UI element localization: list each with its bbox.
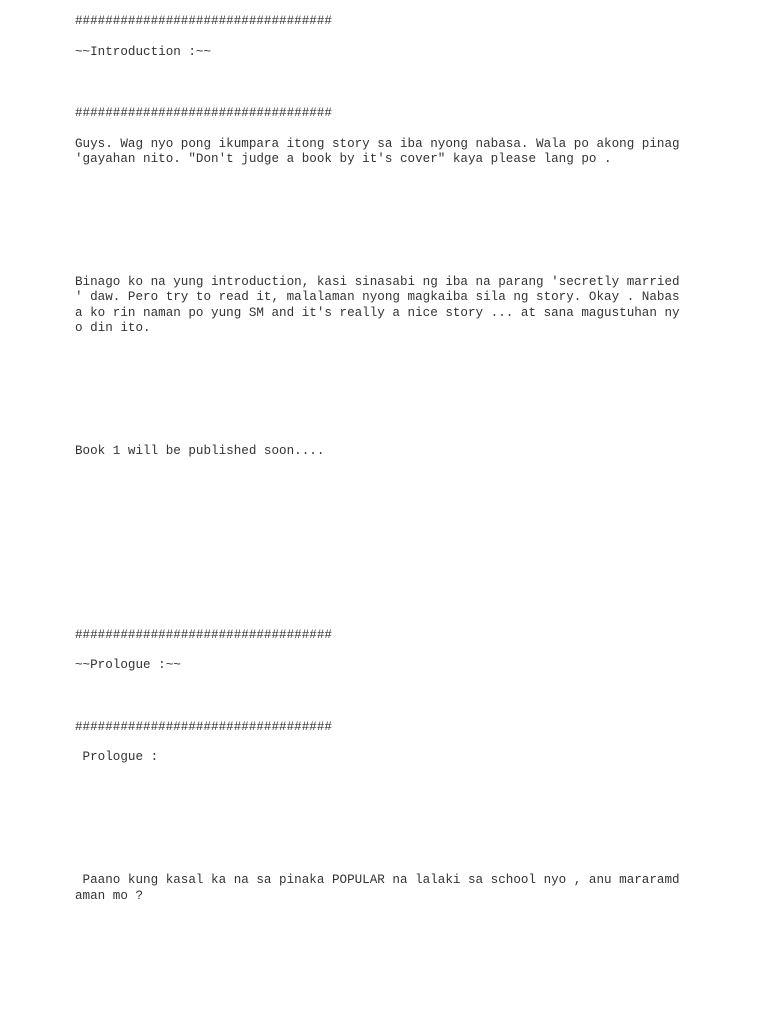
paragraph-line: o din ito.: [75, 321, 151, 335]
paragraph-line: Binago ko na yung introduction, kasi sinasabi ng iba na parang 'secretly married: [75, 275, 680, 289]
paragraph-line: Paano kung kasal ka na sa pinaka POPULAR na lalaki sa school nyo , anu mararamd: [75, 873, 680, 887]
separator-line: ##################################: [75, 628, 332, 642]
separator-line: ##################################: [75, 720, 332, 734]
paragraph-line: a ko rin naman po yung SM and it's really a nice story ... at sana magustuhan ny: [75, 306, 680, 320]
paragraph-line: aman mo ?: [75, 889, 144, 903]
paragraph-line: ' daw. Pero try to read it, malalaman nyong magkaiba sila ng story. Okay . Nabas: [75, 290, 680, 304]
prologue-heading: ~~Prologue :~~: [75, 658, 181, 672]
paragraph-line: Book 1 will be published soon....: [75, 444, 325, 458]
prologue-label: Prologue :: [75, 750, 159, 764]
paragraph-line: Guys. Wag nyo pong ikumpara itong story sa iba nyong nabasa. Wala po akong pinag: [75, 137, 680, 151]
paragraph-line: 'gayahan nito. "Don't judge a book by it's cover" kaya please lang po .: [75, 152, 612, 166]
separator-line: ##################################: [75, 14, 332, 28]
introduction-heading: ~~Introduction :~~: [75, 45, 212, 59]
separator-line: ##################################: [75, 106, 332, 120]
